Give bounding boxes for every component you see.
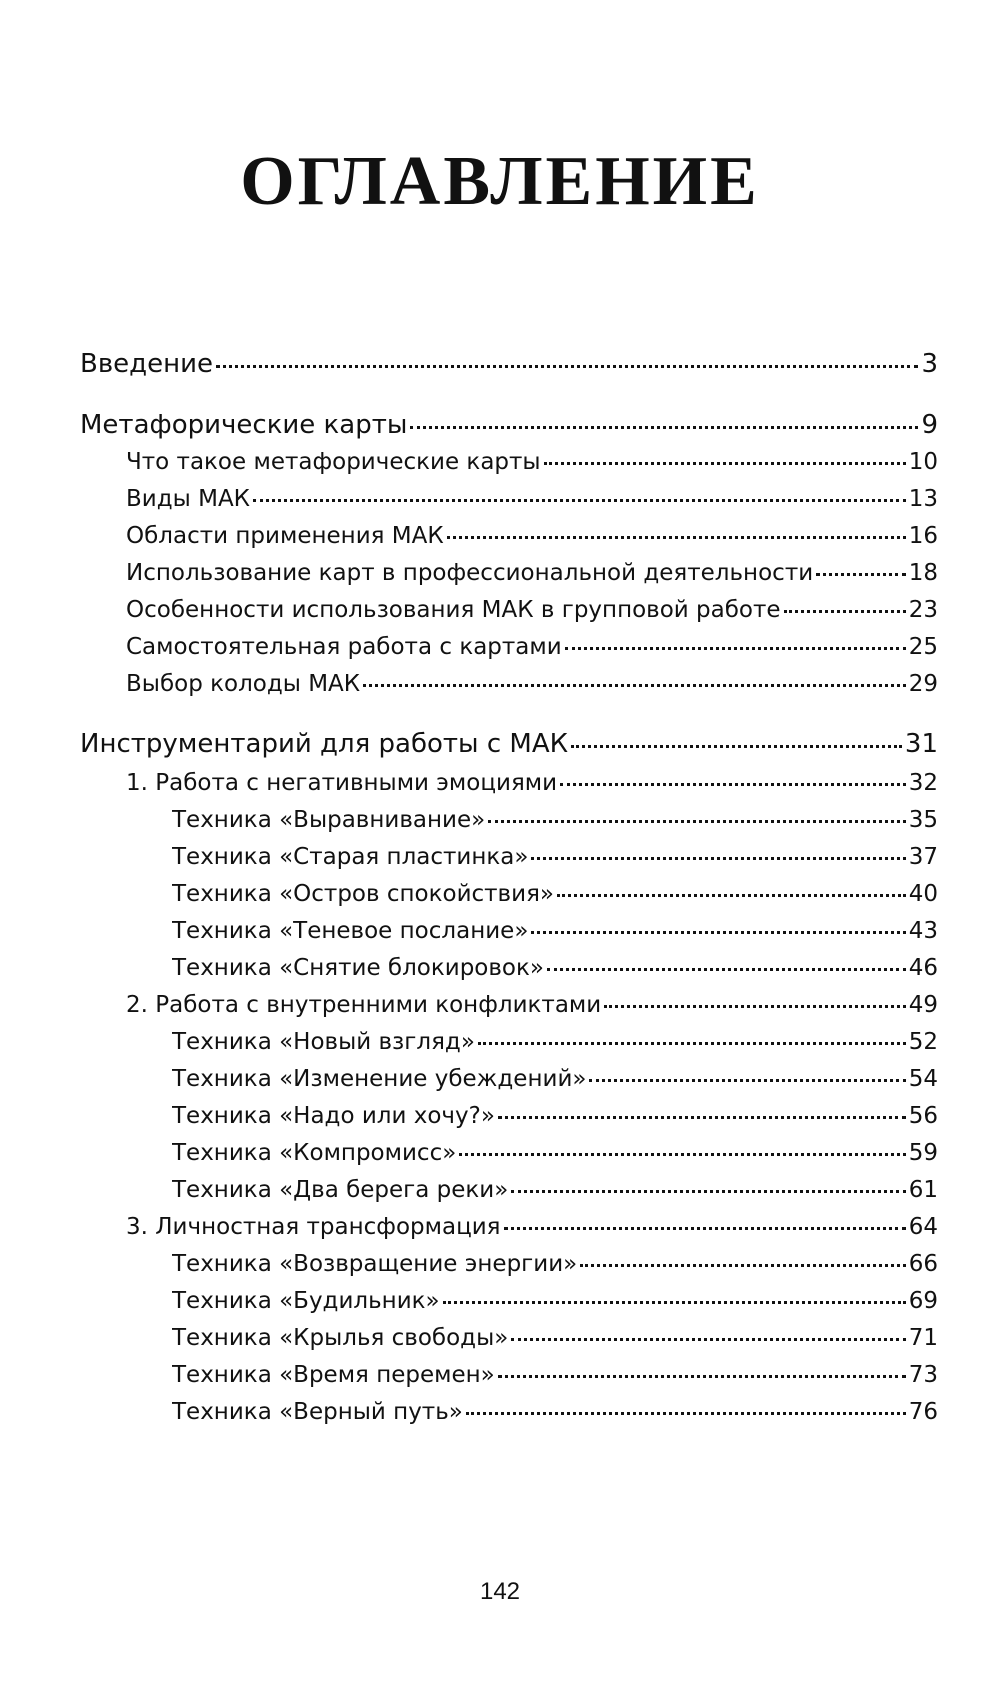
dot-leader [604, 1005, 906, 1008]
toc-entry-subsection [126, 479, 938, 519]
dot-leader [565, 647, 906, 650]
toc-entry-subsection [126, 985, 938, 1025]
toc-entry-page: 76 [908, 1399, 938, 1425]
dot-leader [589, 1079, 905, 1082]
toc-entry-title: Техника «Надо или хочу?» [172, 1103, 495, 1129]
toc-entry-title: Виды МАК [126, 486, 251, 512]
toc-entry-page: 35 [908, 807, 938, 833]
dot-leader [498, 1116, 906, 1119]
toc-entry-subsection [126, 553, 938, 593]
dot-leader [560, 783, 906, 786]
dot-leader [466, 1412, 906, 1415]
toc-entry-subsection [126, 442, 938, 482]
toc-entry-title: Что такое метафорические карты [126, 449, 541, 475]
toc-entry-page: 29 [908, 671, 938, 697]
toc-entry-page: 3 [921, 349, 938, 379]
toc-entry-subsection [126, 664, 938, 704]
toc-entry-title: Техника «Старая пластинка» [172, 844, 529, 870]
toc-entry-page: 10 [908, 449, 938, 475]
toc-entry-page: 43 [908, 918, 938, 944]
toc-entry-section [80, 724, 938, 764]
toc-entry-page: 32 [908, 770, 938, 796]
toc-entry-technique [172, 1318, 938, 1358]
dot-leader [498, 1375, 906, 1378]
toc-entry-section [80, 405, 938, 445]
toc-entry-title: Метафорические карты [80, 410, 408, 440]
dot-leader [253, 499, 906, 502]
toc-entry-technique [172, 1170, 938, 1210]
toc-entry-technique [172, 1096, 938, 1136]
toc-entry-page: 59 [908, 1140, 938, 1166]
toc-entry-introduction [80, 344, 938, 384]
toc-entry-page: 40 [908, 881, 938, 907]
toc-entry-title: 1. Работа с негативными эмоциями [126, 770, 558, 796]
toc-entry-title: Техника «Изменение убеждений» [172, 1066, 587, 1092]
dot-leader [531, 931, 905, 934]
toc-entry-technique [172, 1281, 938, 1321]
dot-leader [488, 820, 906, 823]
dot-leader [547, 968, 906, 971]
toc-entry-technique [172, 1133, 938, 1173]
toc-entry-subsection [126, 516, 938, 556]
toc-entry-technique [172, 1392, 938, 1432]
toc-entry-page: 52 [908, 1029, 938, 1055]
dot-leader [531, 857, 905, 860]
toc-entry-subsection [126, 627, 938, 667]
toc-entry-title: Особенности использования МАК в групповой работе [126, 597, 781, 623]
toc-entry-title: Техника «Компромисс» [172, 1140, 457, 1166]
dot-leader [784, 610, 906, 613]
toc-entry-subsection [126, 590, 938, 630]
toc-entry-title: Выбор колоды МАК [126, 671, 361, 697]
toc-entry-page: 69 [908, 1288, 938, 1314]
dot-leader [478, 1042, 906, 1045]
dot-leader [216, 365, 918, 368]
dot-leader [816, 573, 906, 576]
toc-entry-page: 13 [908, 486, 938, 512]
toc-entry-title: Техника «Выравнивание» [172, 807, 486, 833]
toc-entry-page: 37 [908, 844, 938, 870]
toc-entry-technique [172, 837, 938, 877]
dot-leader [544, 462, 906, 465]
dot-leader [447, 536, 906, 539]
dot-leader [443, 1301, 906, 1304]
toc-entry-title: Техника «Теневое послание» [172, 918, 529, 944]
toc-entry-title: Техника «Остров спокойствия» [172, 881, 554, 907]
toc-entry-page: 23 [908, 597, 938, 623]
toc-entry-technique [172, 1244, 938, 1284]
dot-leader [363, 684, 906, 687]
toc-entry-page: 56 [908, 1103, 938, 1129]
toc-entry-page: 73 [908, 1362, 938, 1388]
toc-entry-technique [172, 948, 938, 988]
toc-entry-title: Техника «Верный путь» [172, 1399, 463, 1425]
toc-entry-title: Техника «Будильник» [172, 1288, 440, 1314]
toc-entry-page: 31 [904, 729, 938, 759]
toc-entry-title: Техника «Снятие блокировок» [172, 955, 544, 981]
toc-entry-title: 2. Работа с внутренними конфликтами [126, 992, 602, 1018]
dot-leader [557, 894, 906, 897]
toc-entry-title: Инструментарий для работы с МАК [80, 729, 569, 759]
toc-entry-page: 9 [921, 410, 938, 440]
toc-entry-page: 25 [908, 634, 938, 660]
dot-leader [459, 1153, 905, 1156]
page-number: 142 [479, 1578, 521, 1605]
toc-entry-title: Самостоятельная работа с картами [126, 634, 562, 660]
toc-entry-technique [172, 1355, 938, 1395]
toc-entry-title: Введение [80, 349, 214, 379]
toc-entry-technique [172, 800, 938, 840]
toc-entry-page: 61 [908, 1177, 938, 1203]
dot-leader [504, 1227, 906, 1230]
dot-leader [410, 426, 918, 429]
dot-leader [511, 1190, 905, 1193]
toc-entry-title: Техника «Крылья свободы» [172, 1325, 509, 1351]
toc-entry-title: Области применения МАК [126, 523, 444, 549]
toc-entry-technique [172, 911, 938, 951]
toc-entry-technique [172, 874, 938, 914]
toc-entry-title: Техника «Возвращение энергии» [172, 1251, 578, 1277]
toc-entry-page: 18 [908, 560, 938, 586]
toc-entry-page: 64 [908, 1214, 938, 1240]
toc-entry-title: Использование карт в профессиональной деятельности [126, 560, 814, 586]
dot-leader [511, 1338, 905, 1341]
toc-entry-page: 46 [908, 955, 938, 981]
toc-entry-title: Техника «Два берега реки» [172, 1177, 509, 1203]
toc-entry-subsection [126, 763, 938, 803]
toc-entry-page: 54 [908, 1066, 938, 1092]
toc-entry-title: Техника «Время перемен» [172, 1362, 495, 1388]
toc-entry-page: 66 [908, 1251, 938, 1277]
toc-entry-technique [172, 1059, 938, 1099]
toc-entry-title: 3. Личностная трансформация [126, 1214, 501, 1240]
page-title: ОГЛАВЛЕНИЕ [240, 143, 760, 220]
toc-entry-page: 49 [908, 992, 938, 1018]
toc-entry-title: Техника «Новый взгляд» [172, 1029, 475, 1055]
toc-entry-page: 16 [908, 523, 938, 549]
dot-leader [571, 745, 902, 748]
toc-entry-technique [172, 1022, 938, 1062]
toc-entry-page: 71 [908, 1325, 938, 1351]
dot-leader [580, 1264, 906, 1267]
toc-entry-subsection [126, 1207, 938, 1247]
